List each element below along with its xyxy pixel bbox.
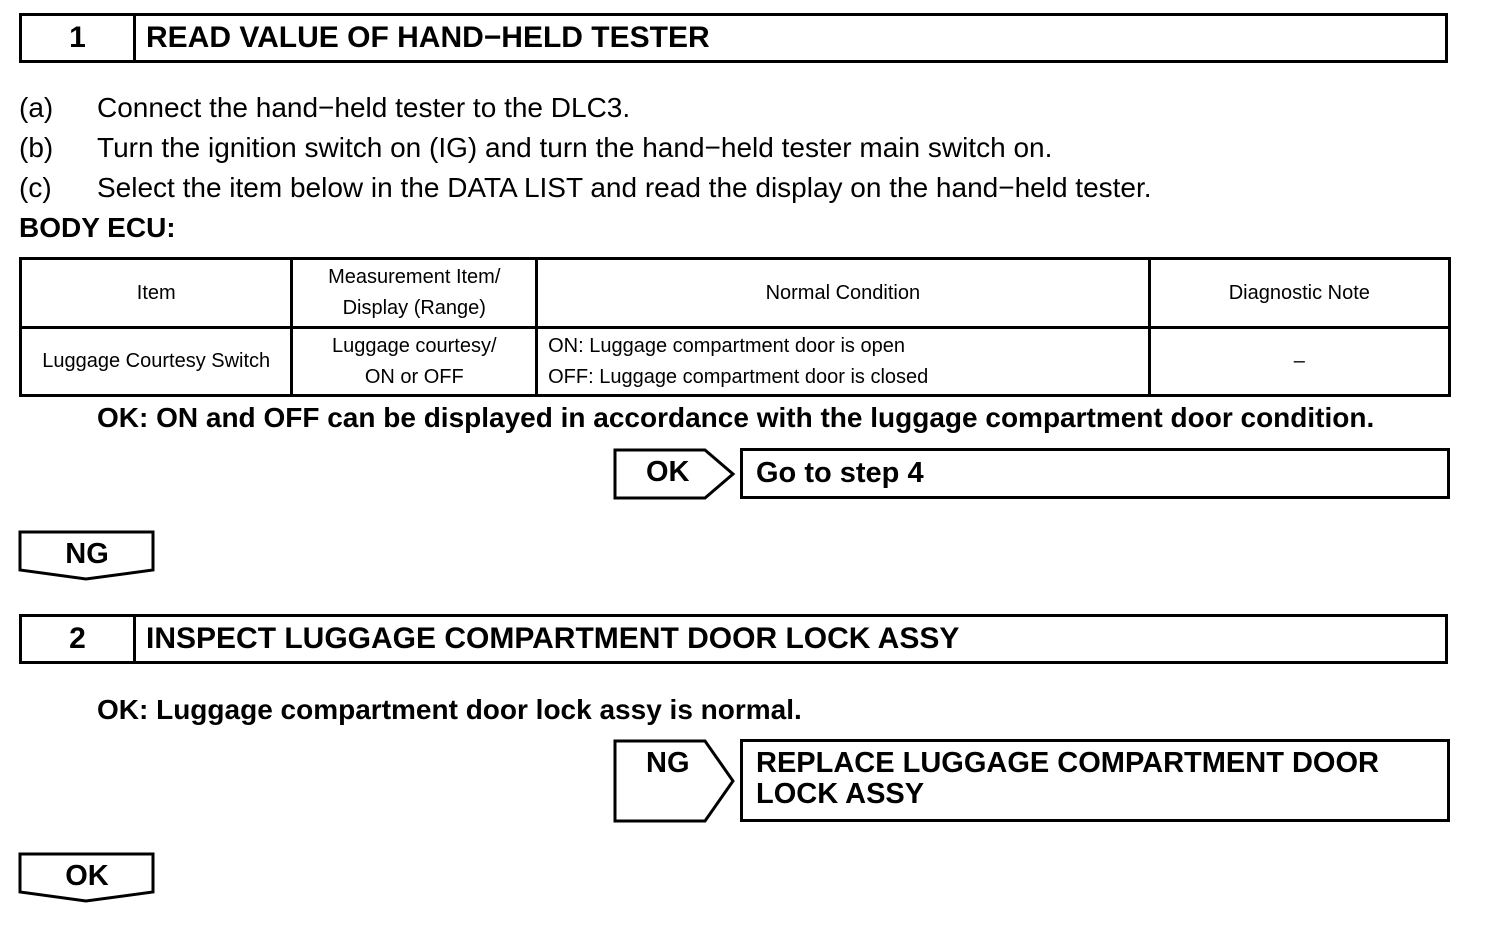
cell-normal-condition [537,328,1149,396]
instruction-b-label: (b) [19,132,54,163]
instruction-c-label: (c) [19,172,52,203]
header-measurement [292,259,537,328]
cell-measurement-line1: Luggage courtesy/ [331,334,497,357]
step-1-title: READ VALUE OF HAND−HELD TESTER [146,21,710,54]
cell-diagnostic-note: – [1149,328,1449,396]
table-row [21,328,1450,396]
instruction-b-text: Turn the ignition switch on (IG) and turn the hand−held tester main switch on. [97,132,1053,163]
data-list-table [19,257,1451,397]
step-1-header [19,13,1448,63]
branch-2-result-line2: LOCK ASSY [756,778,925,810]
cell-measurement [292,328,537,396]
down-1-label: NG [65,538,109,570]
cell-item: Luggage Courtesy Switch [21,328,292,396]
step-2-header [19,614,1448,664]
branch-2-label: NG [646,747,690,779]
branch-2-result-line1: REPLACE LUGGAGE COMPARTMENT DOOR [756,747,1379,779]
instruction-c [19,172,1152,204]
header-item: Item [21,259,292,328]
down-2-label: OK [65,860,109,892]
header-measurement-line2: Display (Range) [342,297,486,319]
table-header-row [21,259,1450,328]
cell-measurement-line2: ON or OFF [364,365,464,388]
branch-2-result [740,739,1450,822]
step-2-title: INSPECT LUGGAGE COMPARTMENT DOOR LOCK ASSY [146,622,960,655]
instruction-a [19,92,630,124]
branch-1-label: OK [646,456,690,488]
instruction-b [19,132,1052,164]
instruction-a-label: (a) [19,92,54,123]
header-diagnostic-note: Diagnostic Note [1149,259,1449,328]
ok-condition-1: OK: ON and OFF can be displayed in accordance with the luggage compartment door condition. [97,402,1375,433]
branch-1-result: Go to step 4 [740,448,1450,499]
ok-condition-2: OK: Luggage compartment door lock assy is normal. [97,694,802,725]
instruction-a-text: Connect the hand−held tester to the DLC3. [97,92,631,123]
header-normal-condition: Normal Condition [537,259,1149,328]
section-label: BODY ECU: [19,212,176,243]
step-1-number: 1 [22,16,136,60]
instruction-c-text: Select the item below in the DATA LIST and read the display on the hand−held tester. [97,172,1152,203]
cell-normal-line1: ON: Luggage compartment door is open [548,334,905,357]
cell-normal-line2: OFF: Luggage compartment door is closed [548,365,929,388]
header-measurement-line1: Measurement Item/ [328,266,501,288]
step-2-number: 2 [22,617,136,661]
